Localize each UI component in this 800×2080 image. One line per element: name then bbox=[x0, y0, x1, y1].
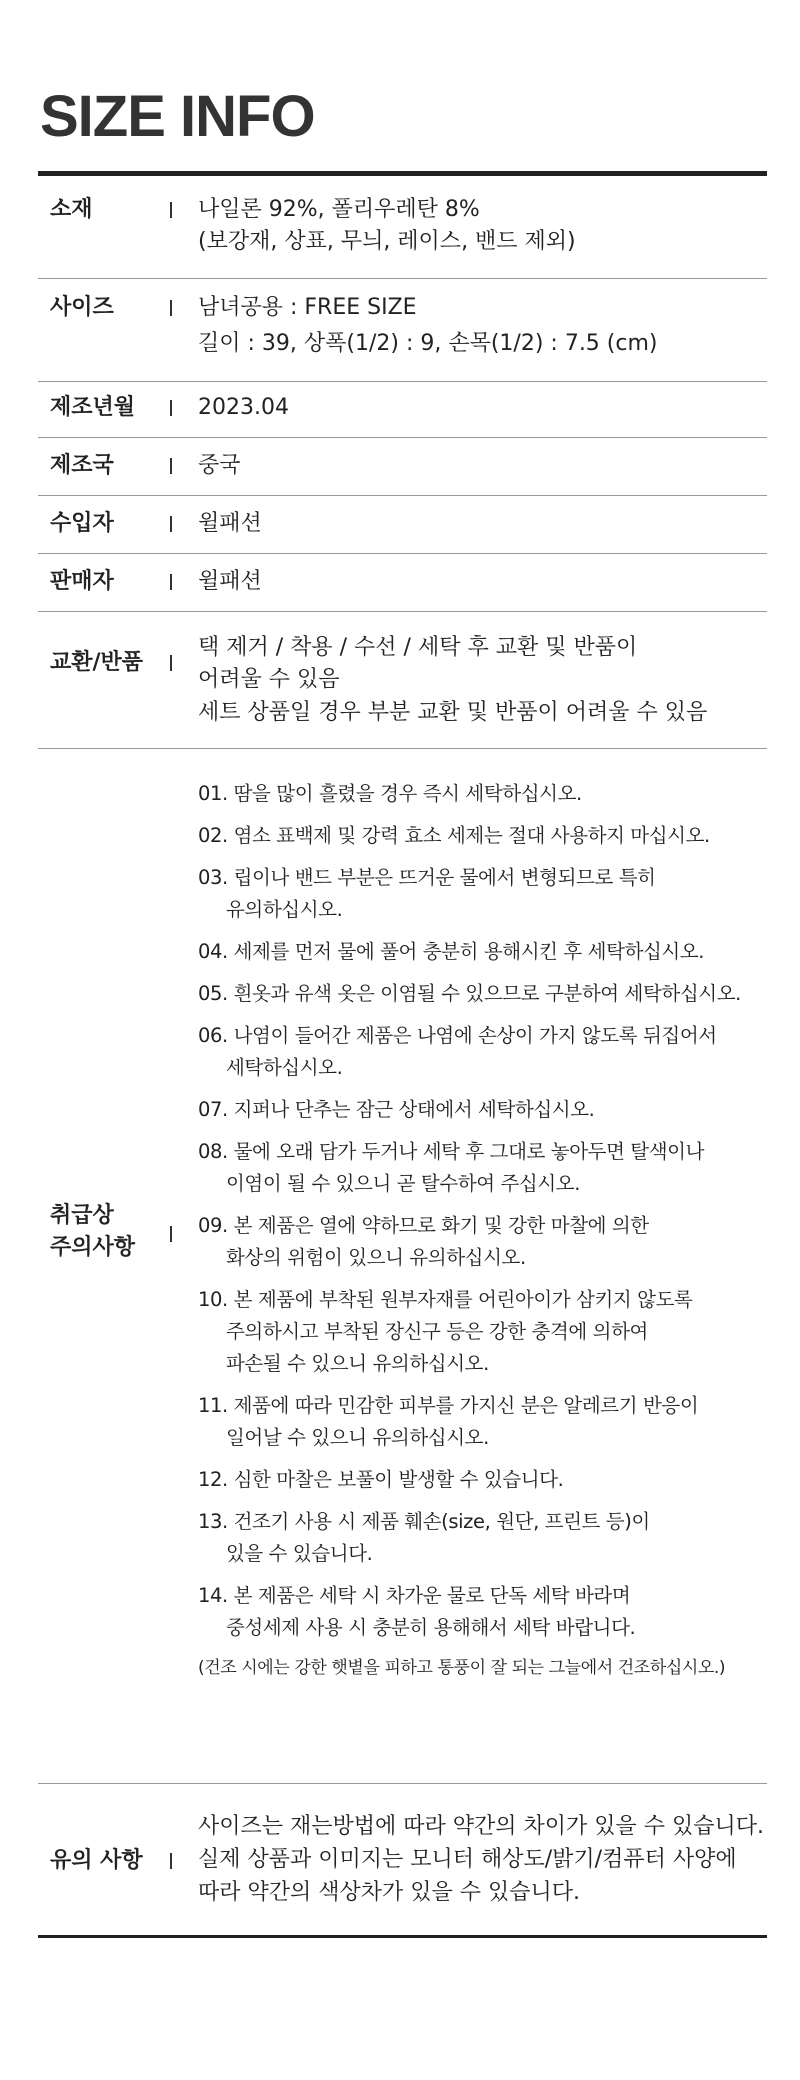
row-divider bbox=[38, 553, 767, 554]
care-item: 03. 립이나 밴드 부분은 뜨거운 물에서 변형되므로 특히 유의하십시오. bbox=[198, 866, 656, 921]
row-value: 택 제거 / 착용 / 수선 / 세탁 후 교환 및 반품이 bbox=[198, 635, 638, 660]
row-divider bbox=[38, 1783, 767, 1784]
notice-label: 유의 사항 bbox=[50, 1848, 143, 1873]
care-item: 09. 본 제품은 열에 약하므로 화기 및 강한 마찰에 의한 화상의 위험이 있으니 유의하십시오. bbox=[198, 1214, 649, 1269]
row-value: 세트 상품일 경우 부분 교환 및 반품이 어려울 수 있음 bbox=[198, 700, 708, 725]
row-label: 수입자 bbox=[50, 511, 114, 536]
label-separator bbox=[170, 1853, 172, 1869]
row-value: 나일론 92%, 폴리우레탄 8% bbox=[198, 197, 480, 222]
row-label: 소재 bbox=[50, 197, 93, 222]
row-divider bbox=[38, 748, 767, 749]
care-note: (건조 시에는 강한 햇볕을 피하고 통풍이 잘 되는 그늘에서 건조하십시오.) bbox=[198, 1658, 726, 1678]
care-item: 14. 본 제품은 세탁 시 차가운 물로 단독 세탁 바라며 중성세제 사용 시 충분히 용해해서 세탁 바랍니다. bbox=[198, 1584, 636, 1639]
bottom-divider bbox=[38, 1935, 767, 1938]
care-item: 08. 물에 오래 담가 두거나 세탁 후 그대로 놓아두면 탈색이나 이염이 될 수 있으니 곧 탈수하여 주십시오. bbox=[198, 1140, 705, 1195]
label-separator bbox=[170, 574, 172, 590]
row-label: 제조국 bbox=[50, 453, 114, 478]
care-item: 13. 건조기 사용 시 제품 훼손(size, 원단, 프린트 등)이 있을 수 있습니다. bbox=[198, 1510, 650, 1565]
label-separator bbox=[170, 458, 172, 474]
row-value: 2023.04 bbox=[198, 395, 289, 420]
row-label: 교환/반품 bbox=[50, 650, 144, 675]
notice-line: 실제 상품과 이미지는 모니터 해상도/밝기/컴퓨터 사양에 bbox=[198, 1847, 737, 1872]
label-separator bbox=[170, 300, 172, 316]
row-divider bbox=[38, 611, 767, 612]
row-label: 사이즈 bbox=[50, 295, 114, 320]
label-separator bbox=[170, 400, 172, 416]
row-divider bbox=[38, 381, 767, 382]
row-label: 제조년월 bbox=[50, 395, 136, 420]
label-separator bbox=[170, 516, 172, 532]
row-value: 길이 : 39, 상폭(1/2) : 9, 손목(1/2) : 7.5 (cm) bbox=[198, 331, 658, 356]
label-separator bbox=[170, 1226, 172, 1242]
label-separator bbox=[170, 202, 172, 218]
care-item: 10. 본 제품에 부착된 원부자재를 어린아이가 삼키지 않도록 주의하시고 부착된 장신구 등은 강한 충격에 의하여 파손될 수 있으니 유의하십시오. bbox=[198, 1288, 693, 1375]
row-value: 어려울 수 있음 bbox=[198, 667, 340, 692]
row-value: 남녀공용 : FREE SIZE bbox=[198, 295, 417, 320]
row-divider bbox=[38, 495, 767, 496]
care-item: 04. 세제를 먼저 물에 풀어 충분히 용해시킨 후 세탁하십시오. bbox=[198, 940, 705, 963]
label-separator bbox=[170, 655, 172, 671]
care-item: 11. 제품에 따라 민감한 피부를 가지신 분은 알레르기 반응이 일어날 수 있으니 유의하십시오. bbox=[198, 1394, 699, 1449]
row-divider bbox=[38, 278, 767, 279]
top-divider bbox=[38, 171, 767, 176]
row-value: 윌패션 bbox=[198, 569, 262, 594]
notice-line: 사이즈는 재는방법에 따라 약간의 차이가 있을 수 있습니다. bbox=[198, 1814, 764, 1839]
care-item: 02. 염소 표백제 및 강력 효소 세제는 절대 사용하지 마십시오. bbox=[198, 824, 710, 847]
row-value: 중국 bbox=[198, 453, 241, 478]
care-item: 06. 나염이 들어간 제품은 나염에 손상이 가지 않도록 뒤집어서 세탁하십시오. bbox=[198, 1024, 717, 1079]
row-value: (보강재, 상표, 무늬, 레이스, 밴드 제외) bbox=[198, 229, 576, 254]
row-divider bbox=[38, 437, 767, 438]
row-value: 윌패션 bbox=[198, 511, 262, 536]
page-title: SIZE INFO bbox=[40, 84, 315, 149]
care-instruction-list bbox=[198, 778, 778, 1682]
care-item: 05. 흰옷과 유색 옷은 이염될 수 있으므로 구분하여 세탁하십시오. bbox=[198, 982, 741, 1005]
row-label: 판매자 bbox=[50, 569, 114, 594]
notice-line: 따라 약간의 색상차가 있을 수 있습니다. bbox=[198, 1880, 580, 1905]
care-label: 취급상 bbox=[50, 1203, 114, 1228]
care-item: 07. 지퍼나 단추는 잠근 상태에서 세탁하십시오. bbox=[198, 1098, 595, 1121]
care-item: 12. 심한 마찰은 보풀이 발생할 수 있습니다. bbox=[198, 1468, 564, 1491]
care-item: 01. 땀을 많이 흘렸을 경우 즉시 세탁하십시오. bbox=[198, 782, 582, 805]
care-label: 주의사항 bbox=[50, 1235, 136, 1260]
